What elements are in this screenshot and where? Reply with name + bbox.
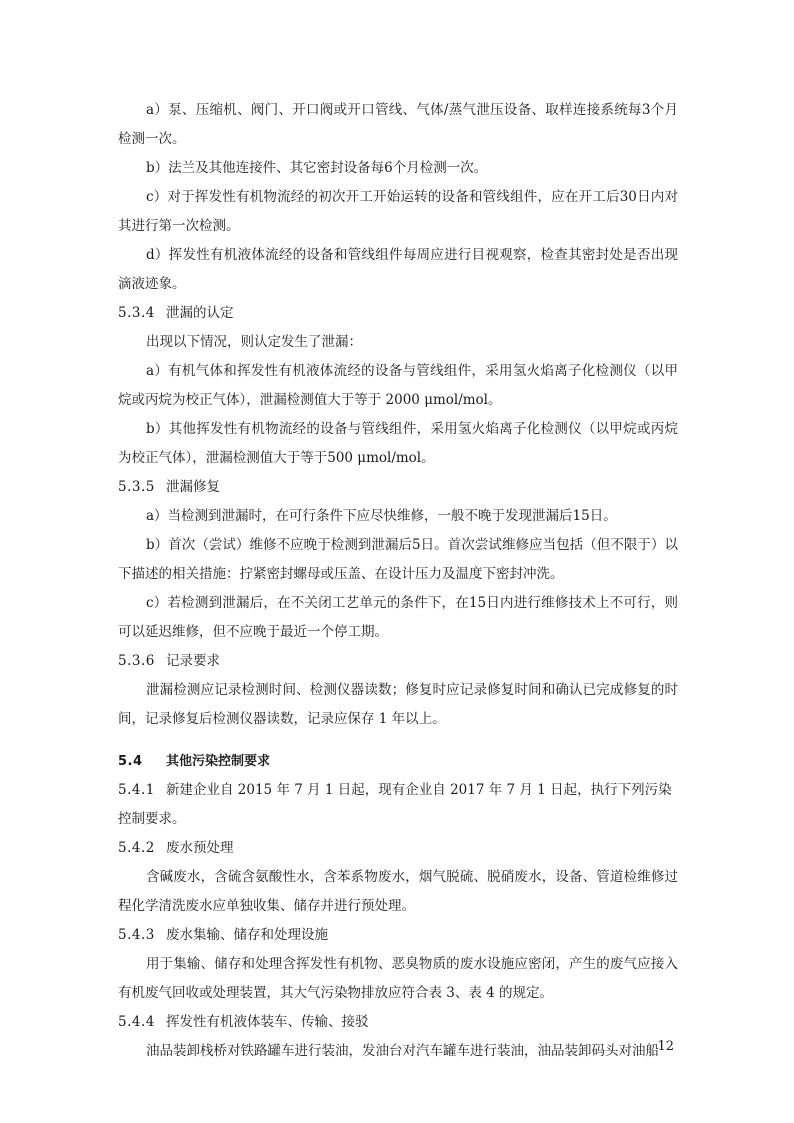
- clause-number: 5.3.4: [118, 305, 155, 321]
- paragraph: b）首次（尝试）维修不应晚于检测到泄漏后5日。首次尝试维修应当包括（但不限于）以下描述的相关措施：拧紧密封螺母或压盖、在设计压力及温度下密封冲洗。: [118, 537, 678, 582]
- document-body: [118, 96, 678, 1066]
- paragraph: 出现以下情况，则认定发生了泄漏：: [146, 334, 362, 350]
- clause-title: 记录要求: [166, 653, 220, 669]
- clause-heading: [118, 834, 678, 863]
- clause-number: 5.4.3: [118, 927, 155, 943]
- clause-title: 挥发性有机液体装车、传输、接驳: [166, 1014, 369, 1030]
- clause-number: 5.4.4: [118, 1014, 155, 1030]
- paragraph: 泄漏检测应记录检测时间、检测仪器读数；修复时应记录修复时间和确认已完成修复的时间，记录修复后检测仪器读数，记录应保存 1 年以上。: [118, 682, 678, 727]
- paragraph: c）对于挥发性有机物流经的初次开工开始运转的设备和管线组件，应在开工后30日内对其进行第一次检测。: [118, 189, 678, 234]
- clause-heading: [118, 647, 678, 676]
- section-heading: [118, 747, 678, 776]
- paragraph: c）若检测到泄漏后，在不关闭工艺单元的条件下，在15日内进行维修技术上不可行，则可以延迟维修，但不应晚于最近一个停工期。: [118, 595, 678, 640]
- clause-number: 5.3.5: [118, 479, 155, 495]
- paragraph: 用于集输、储存和处理含挥发性有机物、恶臭物质的废水设施应密闭，产生的废气应接入有机废气回收或处理装置，其大气污染物排放应符合表 3、表 4 的规定。: [118, 956, 678, 1001]
- clause-heading: [118, 1008, 678, 1037]
- clause-heading: [118, 921, 678, 950]
- clause-title: 泄漏修复: [166, 479, 220, 495]
- clause-number: 5.3.6: [118, 653, 155, 669]
- clause-heading: [118, 473, 678, 502]
- page-number: 12: [657, 1039, 674, 1054]
- clause-number: 5.4.2: [118, 840, 155, 856]
- paragraph: d）挥发性有机液体流经的设备和管线组件每周应进行目视观察，检查其密封处是否出现滴液迹象。: [118, 247, 678, 292]
- paragraph: a）泵、压缩机、阀门、开口阀或开口管线、气体/蒸气泄压设备、取样连接系统每3个月检测一次。: [118, 102, 678, 147]
- clause-title: 其他污染控制要求: [166, 754, 271, 769]
- clause-number: 5.4.1: [118, 782, 155, 798]
- paragraph: 油品装卸栈桥对铁路罐车进行装油，发油台对汽车罐车进行装油，油品装卸码头对油船: [146, 1043, 659, 1059]
- paragraph: 含碱废水，含硫含氨酸性水，含苯系物废水，烟气脱硫、脱硝废水，设备、管道检维修过程化学清洗废水应单独收集、储存并进行预处理。: [118, 869, 678, 914]
- clause-heading: [118, 299, 678, 328]
- clause-title: 新建企业自 2015 年 7 月 1 日起，现有企业自 2017 年 7 月 1 日起，执行下列污染控制要求。: [118, 782, 672, 827]
- paragraph: a）有机气体和挥发性有机液体流经的设备与管线组件，采用氢火焰离子化检测仪（以甲烷或丙烷为校正气体），泄漏检测值大于等于 2000 μmol/mol。: [118, 363, 678, 408]
- clause-number: 5.4: [118, 754, 143, 769]
- paragraph: b）法兰及其他连接件、其它密封设备每6个月检测一次。: [146, 160, 488, 176]
- clause-title: 泄漏的认定: [166, 305, 234, 321]
- paragraph: a）当检测到泄漏时，在可行条件下应尽快维修，一般不晚于发现泄漏后15日。: [146, 508, 617, 524]
- clause-heading: [118, 776, 678, 834]
- clause-title: 废水预处理: [166, 840, 234, 856]
- clause-title: 废水集输、储存和处理设施: [166, 927, 328, 943]
- paragraph: b）其他挥发性有机物流经的设备与管线组件，采用氢火焰离子化检测仪（以甲烷或丙烷为校正气体），泄漏检测值大于等于500 μmol/mol。: [118, 421, 678, 466]
